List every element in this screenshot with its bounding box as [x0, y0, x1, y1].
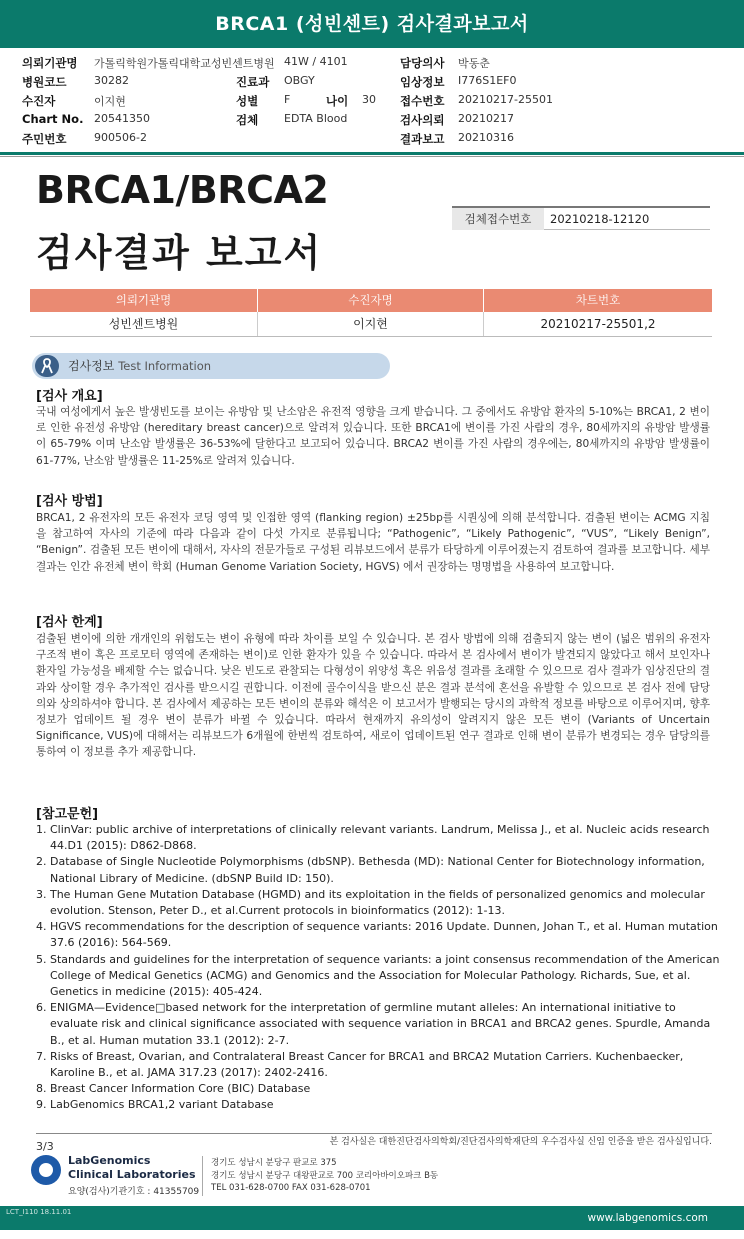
- reference-item: 7. Risks of Breast, Ovarian, and Contralateral Breast Cancer for BRCA1 and BRCA2 Mutation Carriers. Kuchenbaecker, Karoline B., et al. JAMA 317.23 (2017): 2402-2416.: [36, 1049, 684, 1080]
- test-info-label: [68, 353, 211, 379]
- patient-table: [30, 289, 712, 337]
- address-line2: 경기도 성남시 분당구 대왕판교로 700 코리아바이오파크 B동: [211, 1170, 439, 1181]
- doctor-label: 담당의사: [400, 56, 445, 70]
- doctor-value: 박동춘: [458, 57, 490, 70]
- reference-item: 5. Standards and guidelines for the interpretation of sequence variants: a joint consensus recommendation of the American College of Medical Genetics (ACMG) and Genomics and the Association for Molecular Pathology. Richards, Sue, et al. Genetics in medicine (2015): 405-424.: [36, 952, 720, 999]
- patient-value: 이지현: [94, 95, 126, 108]
- ward-value: 41W / 4101: [284, 55, 348, 68]
- specimen-label: 검체: [236, 113, 259, 127]
- labgenomics-logo-text: [68, 1154, 196, 1182]
- sex-value: F: [284, 93, 291, 106]
- age-value: 30: [362, 93, 376, 106]
- lab-address: [211, 1157, 438, 1195]
- table-cell: 이지현: [258, 312, 484, 336]
- overview-text: 국내 여성에게서 높은 발생빈도를 보이는 유방암 및 난소암은 유전적 영향을 크게 받습니다. 그 중에서도 유방암 환자의 5-10%는 BRCA1, 2 변이로 인한 유전성 유방암 (hereditary breast cancer)으로 알려져 있습니다. 또한 BRCA1에 변이를 가진 사람의 경우, 80세까지의 유방암 발생률이 65-79% 이며 난소암 발생률은 36-53%에 달한다고 보고되어 있습니다. BRCA2 변이를 가진 사람의 경우에는, 80세까지의 유방암 발생률이 61-77%, 난소암 발생률은 11-25%로 알려져 있습니다.: [36, 406, 710, 467]
- header-divider-thin: [0, 156, 744, 157]
- table-cell: 20210217-25501,2: [540, 317, 656, 331]
- lab-id: 요양(검사)기관기호 : 41355709: [68, 1187, 200, 1197]
- specimen-receipt-label: 검체접수번호: [452, 208, 544, 230]
- age-label: 나이: [326, 94, 349, 108]
- method-text: BRCA1, 2 유전자의 모든 유전자 코딩 영역 및 인접한 영역 (flanking region) ±25bp를 시퀀싱에 의해 분석합니다. 검출된 변이는 ACMG 지침을 참고하여 자사의 기준에 따라 다음과 같이 다섯 가지로 분류됩니다; “Pathogenic”, “Likely Pathogenic”, “VUS”, “Likely Benign”, “Benign”. 검출된 모든 변이에 대해서, 자사의 전문가들로 구성된 리뷰보드에서 분류가 타당하게 이루어졌는지 검토하여 결과를 보고합니다. 세부결과는 인간 유전체 변이 학회 (Human Genome Variation Society, HGVS) 에서 권장하는 명명법을 사용하여 보고합니다.: [36, 512, 710, 573]
- certification-note: 본 검사실은 대한진단검사의학회/진단검사의학재단의 우수검사실 신임 인증을 받은 검사실입니다.: [329, 1137, 712, 1147]
- request-label: 검사의뢰: [400, 113, 445, 127]
- logo-line1: LabGenomics: [68, 1154, 151, 1167]
- contact-line: TEL 031-628-0700 FAX 031-628-0701: [211, 1183, 371, 1193]
- patient-label: 수진자: [22, 94, 56, 108]
- header-info: [22, 55, 722, 150]
- org-label: 의뢰기관명: [22, 56, 78, 70]
- website-link[interactable]: www.labgenomics.com: [587, 1212, 708, 1224]
- table-cell: 성빈센트병원: [30, 312, 258, 336]
- report-value: 20210316: [458, 131, 514, 144]
- references-list: [36, 822, 726, 1114]
- specimen-receipt: [452, 206, 710, 230]
- dept-value: OBGY: [284, 74, 315, 87]
- rrn-value: 900506-2: [94, 131, 147, 144]
- logo-line2: Clinical Laboratories: [68, 1168, 196, 1181]
- limit-text: 검출된 변이에 의한 개개인의 위험도는 변이 유형에 따라 차이를 보일 수 있습니다. 본 검사 방법에 의해 검출되지 않는 변이 (넓은 범위의 유전자 구조적 변이 혹은 프로모터 영역에 존재하는 변이)로 인한 환자가 있을 수 있습니다. 따라서 본 검사에서 변이가 발견되지 않았다고 해서 보인자나 환자일 가능성을 배제할 수는 없습니다. 낮은 빈도로 관찰되는 다형성이 위양성 혹은 위음성 결과를 초래할 수 있으므로 검사 결과가 임상진단의 결과와 상이할 경우 추가적인 검사를 받으시길 권합니다. 이전에 골수이식을 받으신 분은 결과 분석에 혼선을 유발할 수 있으므로 본 검사 전에 담당의와 상의하셔야 합니다. 본 검사에서 제공하는 모든 변이의 분류와 해석은 이 보고서가 발행되는 당시의 과학적 정보를 바탕으로 이루어지며, 향후 정보가 업데이트 될 경우 변이 분류가 바뀔 수 있습니다. 따라서 현재까지 유의성이 알려지지 않은 모든 변이 (Variants of Uncertain Significance, VUS)에 대해서는 리뷰보드가 6개월에 한번씩 검토하여, 새로이 업데이트된 연구 결과로 인해 변이 분류가 변경되는 경우 담당의를 통하여 이 정보를 추가 제공합니다.: [36, 633, 710, 759]
- header-divider: [0, 152, 744, 155]
- header-cell: 수진자명: [258, 289, 484, 312]
- reference-item: 8. Breast Cancer Information Core (BIC) Database: [36, 1082, 311, 1096]
- references-heading: [참고문헌]: [36, 807, 99, 822]
- chart-label: Chart No.: [22, 112, 84, 126]
- header-cell: 차트번호: [575, 293, 621, 307]
- limit-heading: [검사 한계]: [36, 615, 103, 630]
- reference-item: 9. LabGenomics BRCA1,2 variant Database: [36, 1098, 274, 1112]
- form-code: LCT_I110 18.11.01: [6, 1208, 72, 1216]
- footer-separator: [202, 1156, 203, 1196]
- page-number: 3/3: [36, 1140, 54, 1153]
- table-row: [30, 312, 712, 337]
- clinical-value: I776S1EF0: [458, 74, 517, 87]
- dept-label: 진료과: [236, 75, 270, 89]
- clinical-label: 임상정보: [400, 75, 445, 89]
- reference-item: 4. HGVS recommendations for the description of sequence variants: 2016 Update. Dunnen, Johan T., et al. Human mutation 37.6 (2016): 564-569.: [36, 920, 718, 950]
- test-info-en: Test Information: [118, 359, 212, 373]
- report-banner-title: BRCA1 (성빈센트) 검사결과보고서: [0, 0, 744, 48]
- method-heading: [검사 방법]: [36, 494, 103, 509]
- specimen-value: EDTA Blood: [284, 112, 348, 125]
- reference-item: 1. ClinVar: public archive of interpretations of clinically relevant variants. Landrum, Melissa J., et al. Nucleic acids research 44.D1 (2015): D862-D868.: [36, 823, 710, 853]
- receipt-label: 접수번호: [400, 94, 445, 108]
- sex-label: 성별: [236, 94, 259, 108]
- reference-item: 6. ENIGMA—Evidence□based network for the interpretation of germline mutant alleles: An international initiative to evaluate risk and clinical significance associated with sequence variation in BRCA1 and BRCA2 genes. Spurdle, Amanda B., et al. Human mutation 33.1 (2012): 2-7.: [36, 1001, 711, 1047]
- report-title-line2: 검사결과 보고서: [36, 231, 323, 275]
- report-title-line1: BRCA1/BRCA2: [36, 168, 329, 212]
- test-info-ko: 검사정보: [68, 359, 115, 373]
- specimen-receipt-value: 20210218-12120: [550, 212, 650, 226]
- rrn-label: 주민번호: [22, 132, 67, 146]
- address-line1: 경기도 성남시 분당구 판교로 375: [211, 1158, 337, 1168]
- header-cell: 의뢰기관명: [30, 289, 258, 312]
- report-label: 결과보고: [400, 132, 445, 146]
- receipt-value: 20210217-25501: [458, 93, 553, 106]
- labgenomics-logo-icon: [31, 1155, 61, 1185]
- reference-item: 3. The Human Gene Mutation Database (HGMD) and its exploitation in the fields of personalized genomics and molecular evolution. Stenson, Peter D., et al.Current protocols in bioinformatics (2012): 1-13.: [36, 887, 705, 918]
- hosp-code-label: 병원코드: [22, 75, 67, 89]
- patient-table-header: [30, 289, 712, 312]
- request-value: 20210217: [458, 112, 514, 125]
- test-info-pill: [32, 353, 390, 379]
- hosp-code-value: 30282: [94, 74, 129, 87]
- overview-heading: [검사 개요]: [36, 389, 103, 404]
- ribbon-icon: [35, 355, 59, 377]
- org-value: 가톨릭학원가톨릭대학교성빈센트병원: [94, 57, 275, 70]
- chart-value: 20541350: [94, 112, 150, 125]
- reference-item: 2. Database of Single Nucleotide Polymorphisms (dbSNP). Bethesda (MD): National Center for Biotechnology information, National Library of Medicine. (dbSNP Build ID: 150).: [36, 855, 705, 885]
